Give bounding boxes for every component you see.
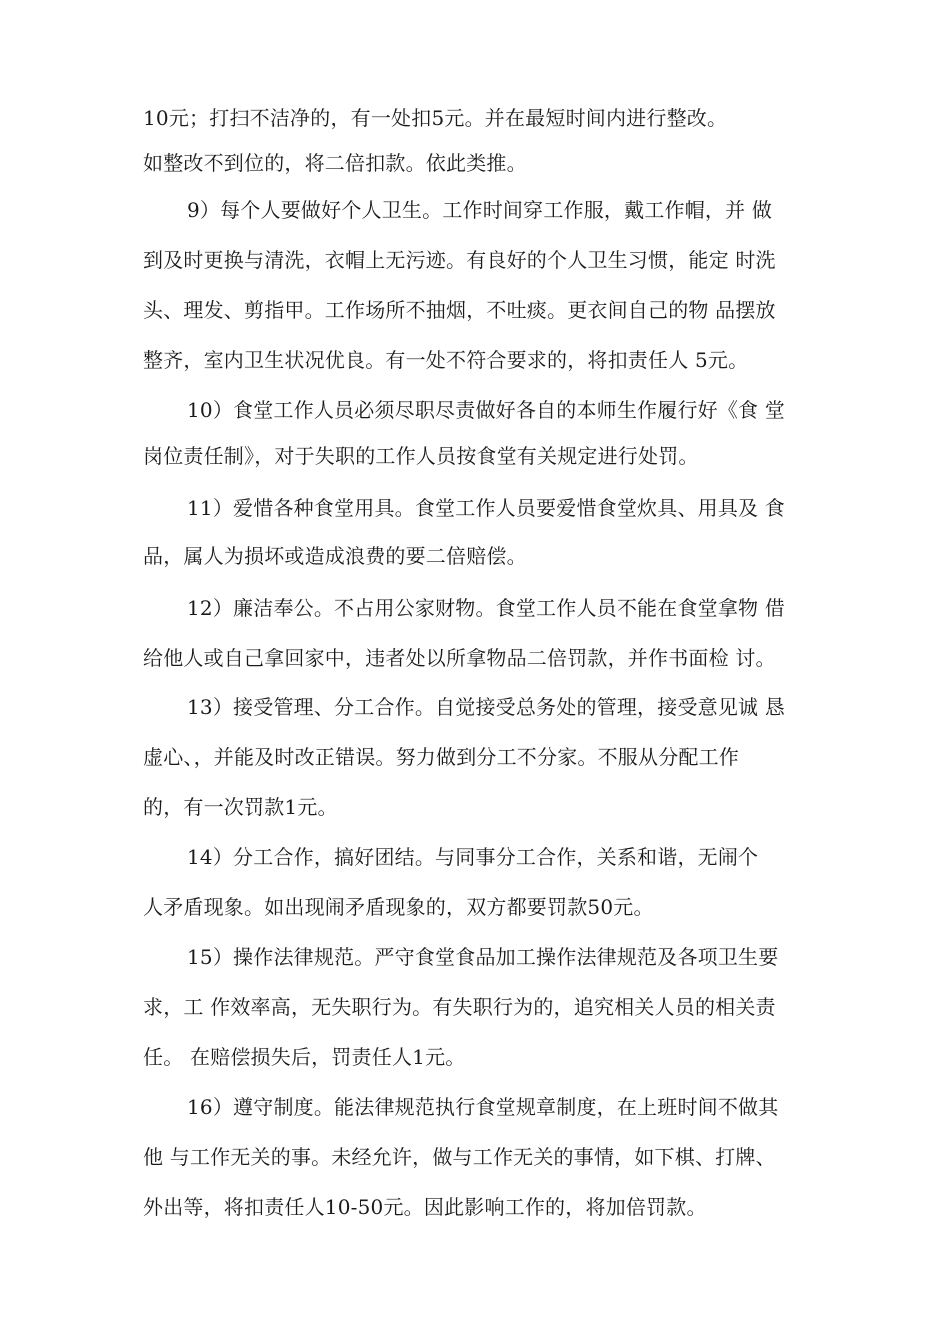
text-line: 外出等，将扣责任人10-50元。因此影响工作的，将加倍罚款。: [143, 1195, 707, 1219]
text-line: 10元；打扫不洁净的，有一处扣5元。并在最短时间内进行整改。: [143, 106, 728, 130]
text-line: 给他人或自己拿回家中，违者处以所拿物品二倍罚款，并作书面检 讨。: [143, 646, 776, 670]
paragraph-14-line: 14）分工合作，搞好团结。与同事分工合作，关系和谐，无闹个: [187, 845, 759, 869]
text-line: 到及时更换与清洗，衣帽上无污迹。有良好的个人卫生习惯，能定 时洗: [143, 248, 776, 272]
text-line: 头、理发、剪指甲。工作场所不抽烟，不吐痰。更衣间自己的物 品摆放: [143, 298, 776, 322]
paragraph-13-line: 13）接受管理、分工合作。自觉接受总务处的管理，接受意见诚 恳: [187, 695, 786, 719]
paragraph-15-line: 15）操作法律规范。严守食堂食品加工操作法律规范及各项卫生要: [187, 945, 779, 969]
text-line: 任。 在赔偿损失后，罚责任人1元。: [143, 1045, 466, 1069]
text-line: 虚心、，并能及时改正错误。努力做到分工不分家。不服从分配工作: [143, 745, 739, 769]
text-line: 他 与工作无关的事。未经允许，做与工作无关的事情，如下棋、打牌、: [143, 1145, 776, 1169]
paragraph-11-line: 11）爱惜各种食堂用具。食堂工作人员要爱惜食堂炊具、用具及 食: [187, 496, 786, 520]
text-line: 整齐，室内卫生状况优良。有一处不符合要求的，将扣责任人 5元。: [143, 348, 749, 372]
text-line: 如整改不到位的，将二倍扣款。依此类推。: [143, 151, 527, 175]
text-line: 的，有一次罚款1元。: [143, 795, 338, 819]
paragraph-12-line: 12）廉洁奉公。不占用公家财物。食堂工作人员不能在食堂拿物 借: [187, 596, 786, 620]
text-line: 求，工 作效率高，无失职行为。有失职行为的，追究相关人员的相关责: [143, 995, 776, 1019]
text-line: 品，属人为损坏或造成浪费的要二倍赔偿。: [143, 544, 527, 568]
text-line: 人矛盾现象。如出现闹矛盾现象的，双方都要罚款50元。: [143, 895, 654, 919]
paragraph-9-line: 9）每个人要做好个人卫生。工作时间穿工作服，戴工作帽，并 做: [187, 198, 773, 222]
text-line: 岗位责任制》，对于失职的工作人员按食堂有关规定进行处罚。: [143, 444, 699, 468]
paragraph-10-line: 10）食堂工作人员必须尽职尽责做好各自的本师生作履行好《食 堂: [187, 398, 786, 422]
paragraph-16-line: 16）遵守制度。能法律规范执行食堂规章制度，在上班时间不做其: [187, 1095, 779, 1119]
